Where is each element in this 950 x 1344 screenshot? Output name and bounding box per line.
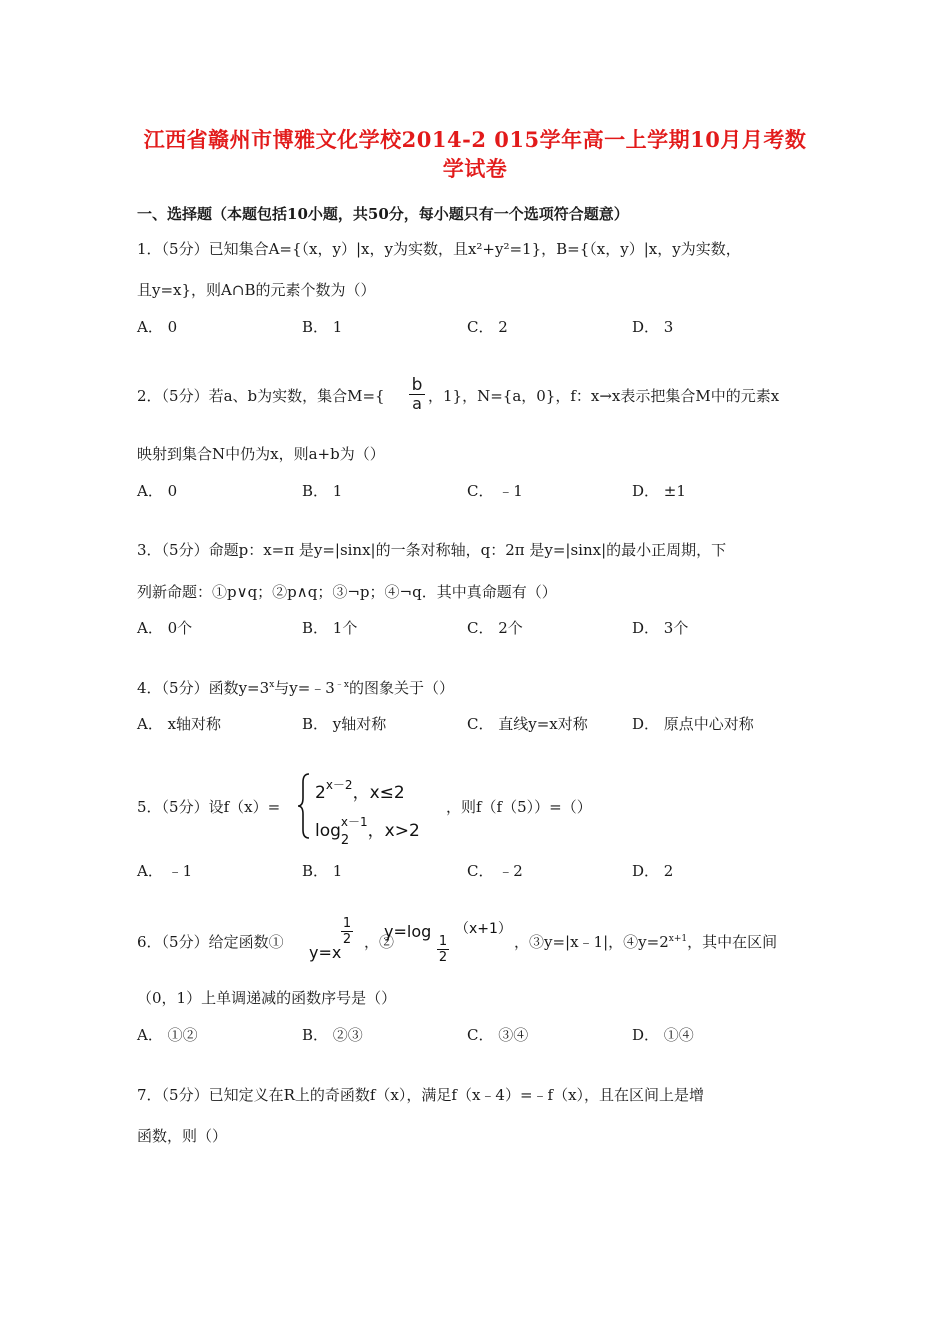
question-3-option-a: A． 0个 bbox=[137, 619, 193, 637]
question-4-option-c: C． 直线y=x对称 bbox=[467, 715, 588, 733]
function-1-base: y=x bbox=[309, 943, 342, 962]
question-5-line1a: 5．（5分）设f（x）= bbox=[137, 798, 281, 816]
question-4-text-a: 4．（5分）函数y=3 bbox=[137, 679, 270, 697]
question-6-line2: （0，1）上单调递减的函数序号是（） bbox=[137, 989, 397, 1007]
question-3-line1: 3．（5分）命题p：x=π 是y=|sinx|的一条对称轴，q：2π 是y=|sinx|的最小正周期，下 bbox=[137, 541, 727, 559]
question-6-option-b: B． ②③ bbox=[302, 1026, 363, 1044]
question-2-option-a: A． 0 bbox=[137, 482, 178, 500]
function-1-exp-den: 2 bbox=[342, 932, 352, 947]
exam-title-line2: 学试卷 bbox=[442, 156, 508, 181]
fraction-numerator: b bbox=[411, 375, 423, 395]
question-5-option-b: B． 1 bbox=[302, 862, 343, 880]
question-3-line2: 列新命题：①p∨q；②p∧q；③¬p；④¬q．其中真命题有（） bbox=[137, 583, 557, 601]
question-1-option-a: A． 0 bbox=[137, 318, 178, 336]
question-2-line2: 映射到集合N中仍为x，则a+b为（） bbox=[137, 445, 385, 463]
question-7-line1: 7．（5分）已知定义在R上的奇函数f（x），满足f（x﹣4）=﹣f（x），且在区间上是增 bbox=[137, 1086, 705, 1104]
function-1-exponent bbox=[341, 916, 353, 947]
piecewise-row2-cond: ，x>2 bbox=[367, 821, 420, 841]
piecewise-row2 bbox=[315, 813, 420, 848]
question-3-option-c: C． 2个 bbox=[467, 619, 523, 637]
question-4-text-b: 与y=﹣3 bbox=[274, 679, 335, 697]
question-1-line1: 1．（5分）已知集合A={（x，y）|x，y为实数，且x²+y²=1}，B={（x，y）|x，y为实数， bbox=[137, 240, 741, 258]
question-4-line1 bbox=[137, 677, 454, 698]
piecewise-row1-exp: x－2 bbox=[325, 778, 353, 792]
question-5-line1b: ，则f（f（5））=（） bbox=[446, 798, 592, 816]
question-1-option-c: C． 2 bbox=[467, 318, 508, 336]
question-6-exp-4: x+1 bbox=[668, 934, 688, 944]
piecewise-row2-log: log bbox=[315, 821, 341, 841]
question-1-option-b: B． 1 bbox=[302, 318, 343, 336]
function-2-argument: （x+1） bbox=[455, 921, 512, 937]
question-2-option-d: D． ±1 bbox=[632, 482, 686, 500]
exam-title-line1: 江西省赣州市博雅文化学校2014-2 015学年高一上学期10月月考数 bbox=[143, 127, 807, 152]
question-6-option-d: D． ①④ bbox=[632, 1026, 694, 1044]
question-2-line1a: 2．（5分）若a、b为实数，集合M={ bbox=[137, 387, 385, 405]
question-3-option-b: B． 1个 bbox=[302, 619, 358, 637]
question-5-option-c: C． ﹣2 bbox=[467, 862, 523, 880]
question-6-line1a: 6．（5分）给定函数① bbox=[137, 933, 284, 951]
function-2-base bbox=[437, 934, 449, 965]
piecewise-row1-base: 2 bbox=[315, 783, 326, 803]
piecewise-brace bbox=[297, 772, 311, 840]
piecewise-row2-exp: x－1 bbox=[340, 815, 368, 829]
question-2-option-c: C． ﹣1 bbox=[467, 482, 523, 500]
question-7-line2: 函数，则（） bbox=[137, 1127, 228, 1145]
question-4-text-c: 的图象关于（） bbox=[348, 679, 454, 697]
question-2-option-b: B． 1 bbox=[302, 482, 343, 500]
question-4-exp-2: ﹣x bbox=[334, 680, 349, 690]
question-6-option-c: C． ③④ bbox=[467, 1026, 529, 1044]
question-4-option-d: D． 原点中心对称 bbox=[632, 715, 754, 733]
function-2-main: y=log bbox=[384, 922, 432, 941]
piecewise-row1-cond: ，x≤2 bbox=[352, 783, 405, 803]
piecewise-row2-sub: 2 bbox=[340, 833, 350, 848]
question-4-exp-1: x bbox=[269, 680, 275, 690]
question-6-line1c bbox=[514, 931, 777, 952]
function-1-exp-num: 1 bbox=[342, 916, 352, 931]
piecewise-row2-script bbox=[340, 815, 368, 848]
question-6-text-c: ，③y=|x﹣1|，④y=2 bbox=[514, 933, 669, 951]
fraction-b-over-a bbox=[409, 376, 425, 413]
question-4-option-a: A． x轴对称 bbox=[137, 715, 222, 733]
question-2-line1b: ，1}，N={a，0}，f：x→x表示把集合M中的元素x bbox=[428, 387, 780, 405]
question-6-line1b: ，② bbox=[364, 933, 395, 951]
question-6-text-d: ，其中在区间 bbox=[687, 933, 778, 951]
question-1-line2: 且y=x}，则A∩B的元素个数为（） bbox=[137, 281, 376, 299]
question-5-option-d: D． 2 bbox=[632, 862, 674, 880]
section-heading: 一、选择题（本题包括10小题，共50分，每小题只有一个选项符合题意） bbox=[137, 205, 629, 223]
question-3-option-d: D． 3个 bbox=[632, 619, 689, 637]
function-2-base-num: 1 bbox=[438, 934, 448, 949]
question-4-option-b: B． y轴对称 bbox=[302, 715, 387, 733]
function-2-base-den: 2 bbox=[438, 950, 448, 965]
question-5-option-a: A． ﹣1 bbox=[137, 862, 193, 880]
question-6-option-a: A． ①② bbox=[137, 1026, 198, 1044]
question-1-option-d: D． 3 bbox=[632, 318, 674, 336]
fraction-denominator: a bbox=[412, 394, 422, 413]
piecewise-row1 bbox=[315, 776, 405, 803]
